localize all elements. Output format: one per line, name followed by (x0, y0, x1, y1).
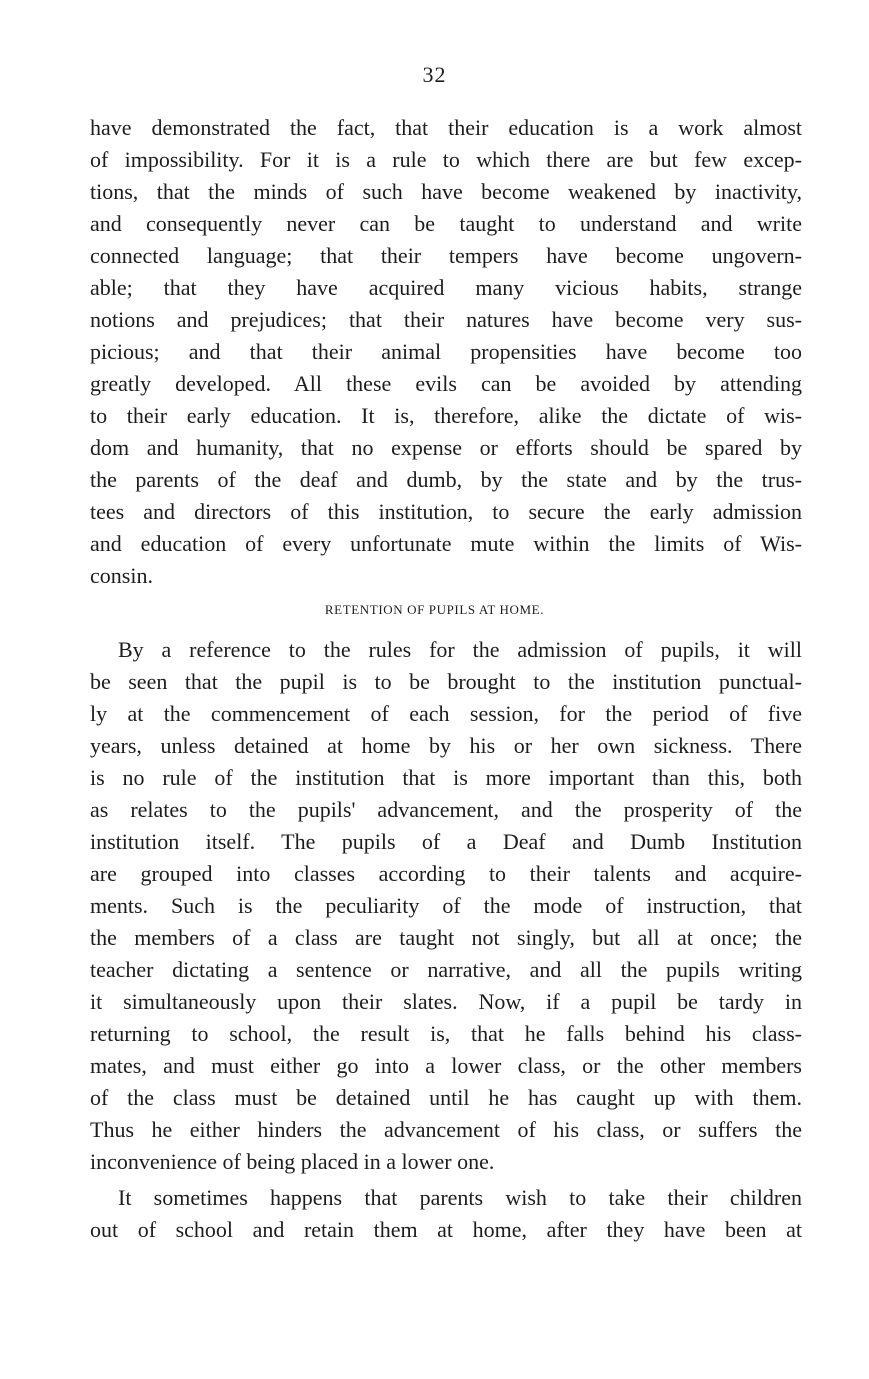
text-line: By a reference to the rules for the admission of pupils, it will (118, 637, 802, 662)
text-line: and consequently never can be taught to understand and write (90, 211, 802, 236)
paragraph-education (90, 112, 802, 592)
text-line: ly at the commencement of each session, for the period of five (90, 701, 802, 726)
text-line: connected language; that their tempers have become ungovern- (90, 243, 802, 268)
section-heading: RETENTION OF PUPILS AT HOME. (324, 602, 545, 617)
text-line: is no rule of the institution that is more important than this, both (90, 765, 802, 790)
text-line: picious; and that their animal propensities have become too (90, 339, 802, 364)
text-line: notions and prejudices; that their natures have become very sus- (90, 307, 802, 332)
text-line: tions, that the minds of such have become weakened by inactivity, (90, 179, 802, 204)
text-line: to their early education. It is, therefore, alike the dictate of wis- (90, 403, 802, 428)
paragraph-retention (90, 634, 802, 1178)
text-line: the members of a class are taught not singly, but all at once; the (90, 925, 802, 950)
text-line: dom and humanity, that no expense or efforts should be spared by (90, 435, 802, 460)
text-line: able; that they have acquired many vicious habits, strange (90, 275, 802, 300)
text-line: It sometimes happens that parents wish to take their children (118, 1185, 802, 1210)
text-line: teacher dictating a sentence or narrative, and all the pupils writing (90, 957, 802, 982)
text-line: inconvenience of being placed in a lower one. (90, 1149, 495, 1174)
text-line: ments. Such is the peculiarity of the mode of instruction, that (90, 893, 802, 918)
text-line: and education of every unfortunate mute within the limits of Wis- (90, 531, 802, 556)
paragraph-parents (90, 1182, 802, 1246)
text-line: returning to school, the result is, that he falls behind his class- (90, 1021, 802, 1046)
text-line: have demonstrated the fact, that their education is a work almost (90, 115, 802, 140)
text-line: mates, and must either go into a lower class, or the other members (90, 1053, 802, 1078)
text-line: institution itself. The pupils of a Deaf and Dumb Institution (90, 829, 802, 854)
text-line: consin. (90, 563, 153, 588)
text-line: of impossibility. For it is a rule to which there are but few excep- (90, 147, 802, 172)
text-line: are grouped into classes according to their talents and acquire- (90, 861, 802, 886)
text-line: years, unless detained at home by his or her own sickness. There (90, 733, 802, 758)
text-line: tees and directors of this institution, to secure the early admission (90, 499, 802, 524)
page-number: 32 (422, 62, 447, 87)
text-line: out of school and retain them at home, after they have been at (90, 1217, 802, 1242)
text-line: as relates to the pupils' advancement, and the prosperity of the (90, 797, 802, 822)
text-line: the parents of the deaf and dumb, by the state and by the trus- (90, 467, 802, 492)
text-line: be seen that the pupil is to be brought to the institution punctual- (90, 669, 802, 694)
text-line: Thus he either hinders the advancement of his class, or suffers the (90, 1117, 802, 1142)
text-line: it simultaneously upon their slates. Now, if a pupil be tardy in (90, 989, 802, 1014)
text-line: of the class must be detained until he has caught up with them. (90, 1085, 802, 1110)
text-line: greatly developed. All these evils can be avoided by attending (90, 371, 802, 396)
